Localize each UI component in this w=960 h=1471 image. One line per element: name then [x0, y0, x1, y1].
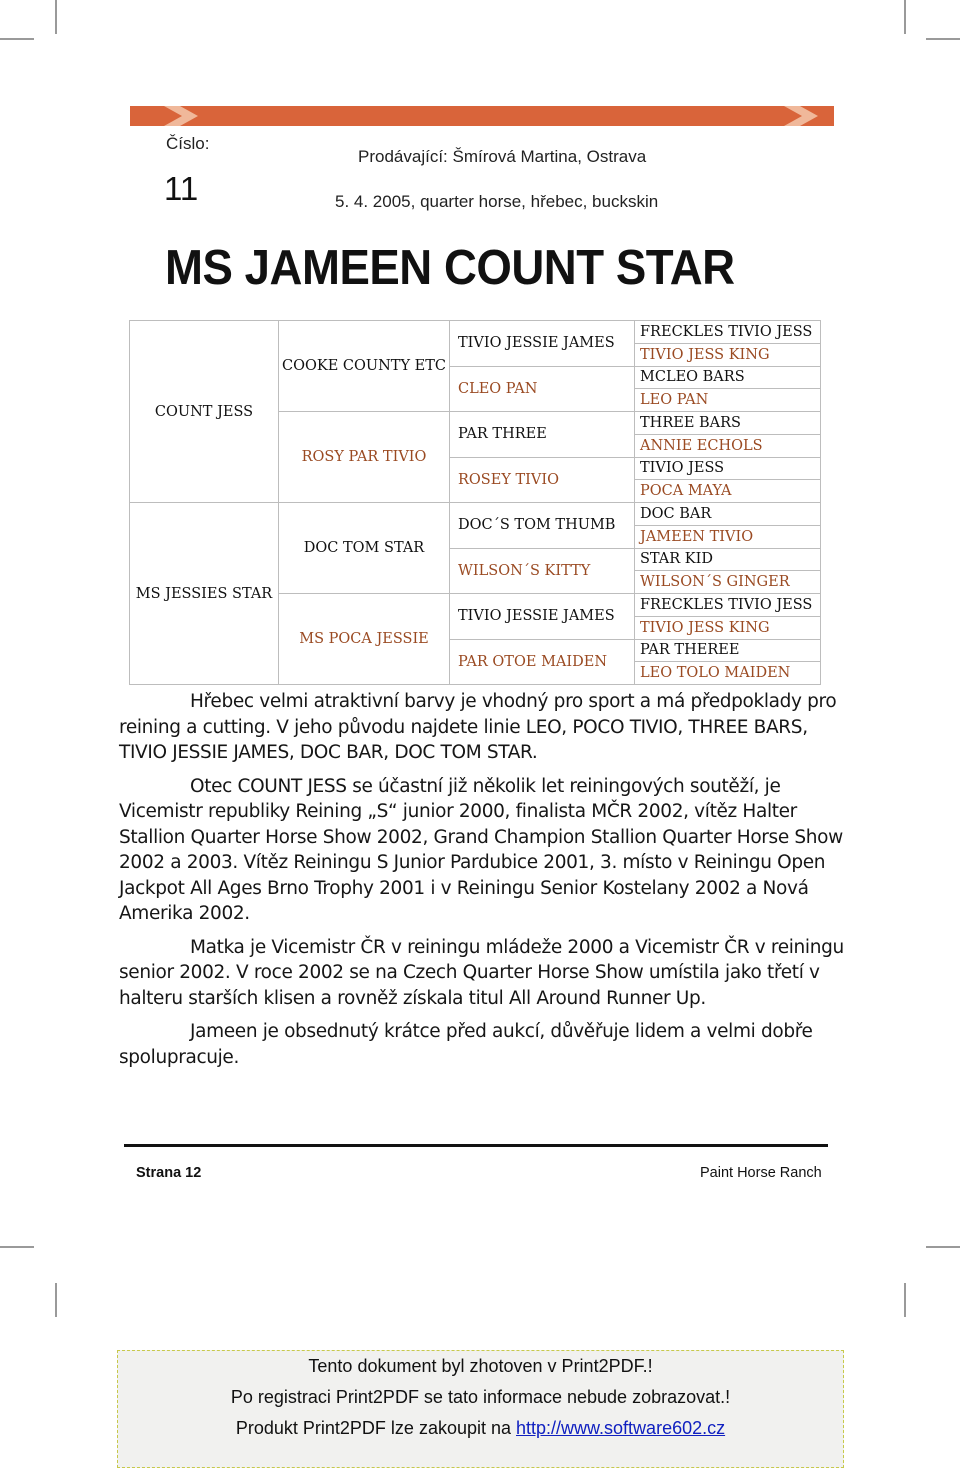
footer-rule	[124, 1144, 828, 1147]
crop-mark	[0, 1246, 34, 1248]
description-paragraph: Otec COUNT JESS se účastní již několik let reiningových soutěží, je Vicemistr republiky Reining „S“ junior 2000, finalista MČR 2002, vítěz Halter Stallion Quarter Horse Show 2002, Grand Champion Stallion Quarter Horse Show 2002 a 2003. Vítěz Reiningu S Junior Pardubice 2001, 3. místo v Reiningu Open Jackpot All Ages Brno Trophy 2001 i v Reiningu Senior Kostelany 2002 a Nová Amerika 2002.	[119, 775, 843, 924]
pedigree-gen4: LEO PAN	[635, 389, 821, 412]
pedigree-gen4: POCA MAYA	[635, 480, 821, 503]
pedigree-sire: COUNT JESS	[130, 321, 279, 503]
pedigree-gen4: JAMEEN TIVIO	[635, 525, 821, 548]
seller-line: Prodávající: Šmírová Martina, Ostrava	[358, 147, 647, 166]
pedigree-gen4: LEO TOLO MAIDEN	[635, 662, 821, 685]
description-paragraph: Hřebec velmi atraktivní barvy je vhodný pro sport a má předpoklady pro reining a cutting. V jeho původu najdete linie LEO, POCO TIVIO, THREE BARS, TIVIO JESSIE JAMES, DOC BAR, DOC TOM STAR.	[119, 691, 837, 763]
description-paragraph: Jameen je obsednutý krátce před aukcí, důvěřuje lidem a velmi dobře spolupracuje.	[119, 1021, 813, 1068]
issue-label: Číslo:	[166, 134, 210, 153]
issue-number: 11	[164, 170, 199, 207]
pedigree-gen4: TIVIO JESS KING	[635, 616, 821, 639]
horse-info-line: 5. 4. 2005, quarter horse, hřebec, buckskin	[335, 192, 659, 211]
pedigree-gen4: FRECKLES TIVIO JESS	[635, 321, 821, 344]
pedigree-gen3: WILSON´S KITTY	[450, 548, 635, 594]
crop-mark	[926, 38, 960, 40]
page-title: MS JAMEEN COUNT STAR	[165, 241, 735, 295]
pedigree-gen4: STAR KID	[635, 548, 821, 571]
notice-line	[118, 1413, 843, 1444]
notice-line: Tento dokument byl zhotoven v Print2PDF.!	[308, 1356, 653, 1376]
notice-line-text: Produkt Print2PDF lze zakoupit na	[235, 1418, 517, 1438]
pedigree-gen4: THREE BARS	[635, 412, 821, 435]
pedigree-gen3: PAR OTOE MAIDEN	[450, 639, 635, 685]
pedigree-gen2: DOC TOM STAR	[279, 503, 450, 594]
pedigree-gen4: FRECKLES TIVIO JESS	[635, 594, 821, 617]
pedigree-gen4: TIVIO JESS	[635, 457, 821, 480]
crop-mark	[55, 1283, 57, 1317]
pedigree-table	[129, 320, 821, 685]
crop-mark	[904, 1283, 906, 1317]
pedigree-dam: MS JESSIES STAR	[130, 503, 279, 685]
pedigree-gen2: COOKE COUNTY ETC	[279, 321, 450, 412]
pedigree-gen4: MCLEO BARS	[635, 366, 821, 389]
pedigree-gen4: ANNIE ECHOLS	[635, 434, 821, 457]
pedigree-gen4: WILSON´S GINGER	[635, 571, 821, 594]
description	[119, 689, 845, 1078]
crop-mark	[926, 1246, 960, 1248]
crop-mark	[55, 0, 57, 34]
pedigree-gen4: DOC BAR	[635, 503, 821, 526]
notice-line: Po registraci Print2PDF se tato informace nebude zobrazovat.!	[230, 1387, 731, 1407]
software602-link[interactable]: http://www.software602.cz	[516, 1418, 726, 1438]
footer-brand: Paint Horse Ranch	[700, 1165, 822, 1181]
print2pdf-notice	[117, 1350, 844, 1468]
pedigree-gen3: PAR THREE	[450, 412, 635, 458]
header-banner	[130, 106, 834, 126]
pedigree-gen4: TIVIO JESS KING	[635, 343, 821, 366]
pedigree-gen2: MS POCA JESSIE	[279, 594, 450, 685]
pedigree-gen3: DOC´S TOM THUMB	[450, 503, 635, 549]
pedigree-gen3: ROSEY TIVIO	[450, 457, 635, 503]
description-paragraph: Matka je Vicemistr ČR v reiningu mládeže 2000 a Vicemistr ČR v reiningu senior 2002. V roce 2002 se na Czech Quarter Horse Show umístila jako třetí v halteru starších klisen a rovněž získala titul All Around Runner Up.	[119, 936, 844, 1009]
crop-mark	[0, 38, 34, 40]
crop-mark	[904, 0, 906, 34]
pedigree-gen4: PAR THEREE	[635, 639, 821, 662]
pedigree-gen2: ROSY PAR TIVIO	[279, 412, 450, 503]
pedigree-gen3: CLEO PAN	[450, 366, 635, 412]
pedigree-gen3: TIVIO JESSIE JAMES	[450, 594, 635, 640]
pedigree-gen3: TIVIO JESSIE JAMES	[450, 321, 635, 367]
page-number: Strana 12	[136, 1165, 202, 1181]
